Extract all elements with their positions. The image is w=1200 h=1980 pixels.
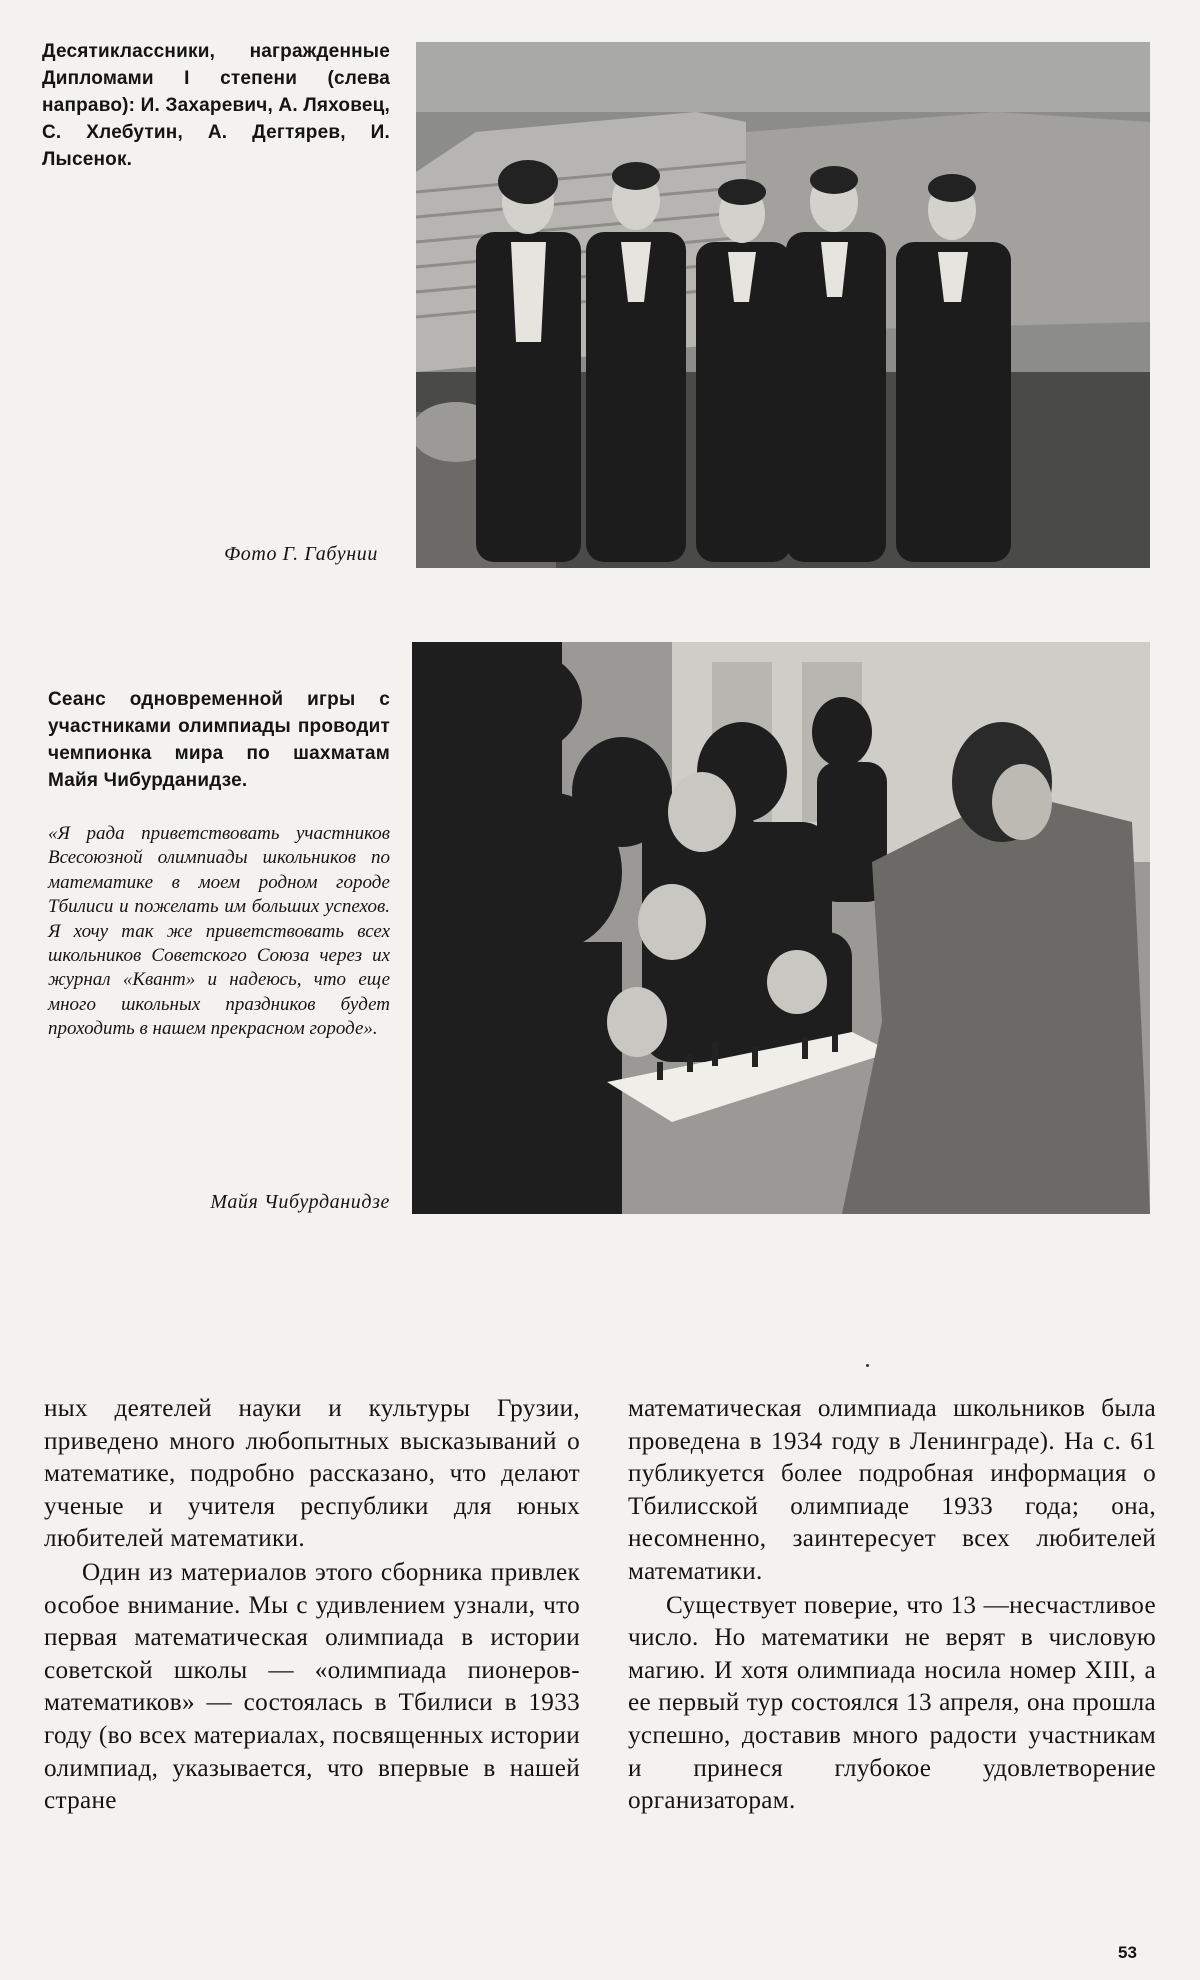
right-paragraph-2: Существует поверие, что 13 —несчастливое число. Но математики не верят в числовую магию. И хотя олимпиада носила номер XIII, а ее первый тур состоялся 13 апреля, она прошла успешно, доставив много радости участникам и принеся глубокое удовлетворение организаторам. — [628, 1591, 1156, 1815]
left-paragraph-1: ных деятелей науки и культуры Грузии, приведено много любопытных высказываний о математике, подробно рассказано, что делают ученые и учителя республики для юных любителей математики. — [44, 1395, 580, 1553]
photo1-caption: Десятиклассники, награжденные Дипломами I степени (слева направо): И. Захаревич, А. Ляховец, С. Хлебутин, А. Дегтярев, И. Лысенок. — [42, 41, 390, 170]
photo-diploma-winners — [416, 42, 1150, 568]
right-paragraph-1: математическая олимпиада школьников была проведена в 1934 году в Ленинграде). На с. 61 публикуется более подробная информация о Тбилисской олимпиаде 1933 года; она, несомненно, заинтересует всех любителей математики. — [628, 1395, 1156, 1585]
photo1-credit: Фото Г. Габунии — [224, 543, 378, 565]
quote-paragraph-2: Я хочу так же приветствовать всех школьников Советского Союза через их журнал «Квант» и надеюсь, что еще много школьных праздников будет проходить в нашем прекрасном городе». — [48, 920, 390, 1040]
photo-chess-simul — [412, 642, 1150, 1214]
article-column-right — [628, 1393, 1156, 1818]
photo2-caption: Сеанс одновременной игры с участниками олимпиады проводит чемпионка мира по шахматам Майя Чибурданидзе. — [48, 689, 390, 791]
chess-simul-illustration — [412, 642, 1150, 1214]
quote-paragraph-1: «Я рада приветствовать участников Всесоюзной олимпиады школьников по математике в моем родном городе Тбилиси и пожелать им больших успехов. — [48, 823, 390, 918]
page-number: 53 — [1118, 1943, 1137, 1962]
quote-signature: Майя Чибурданидзе — [210, 1191, 390, 1213]
left-paragraph-2: Один из материалов этого сборника привлек особое внимание. Мы с удивлением узнали, что первая математическая олимпиада в истории советской школы — «олимпиада пионеров-математиков» — состоялась в Тбилиси в 1933 году (во всех материалах, посвященных истории олимпиад, указывается, что впервые в нашей стране — [44, 1558, 580, 1815]
article-column-left — [44, 1393, 580, 1818]
print-speck — [866, 1364, 869, 1367]
diploma-winners-illustration — [416, 42, 1150, 568]
champion-quote — [48, 822, 390, 1042]
